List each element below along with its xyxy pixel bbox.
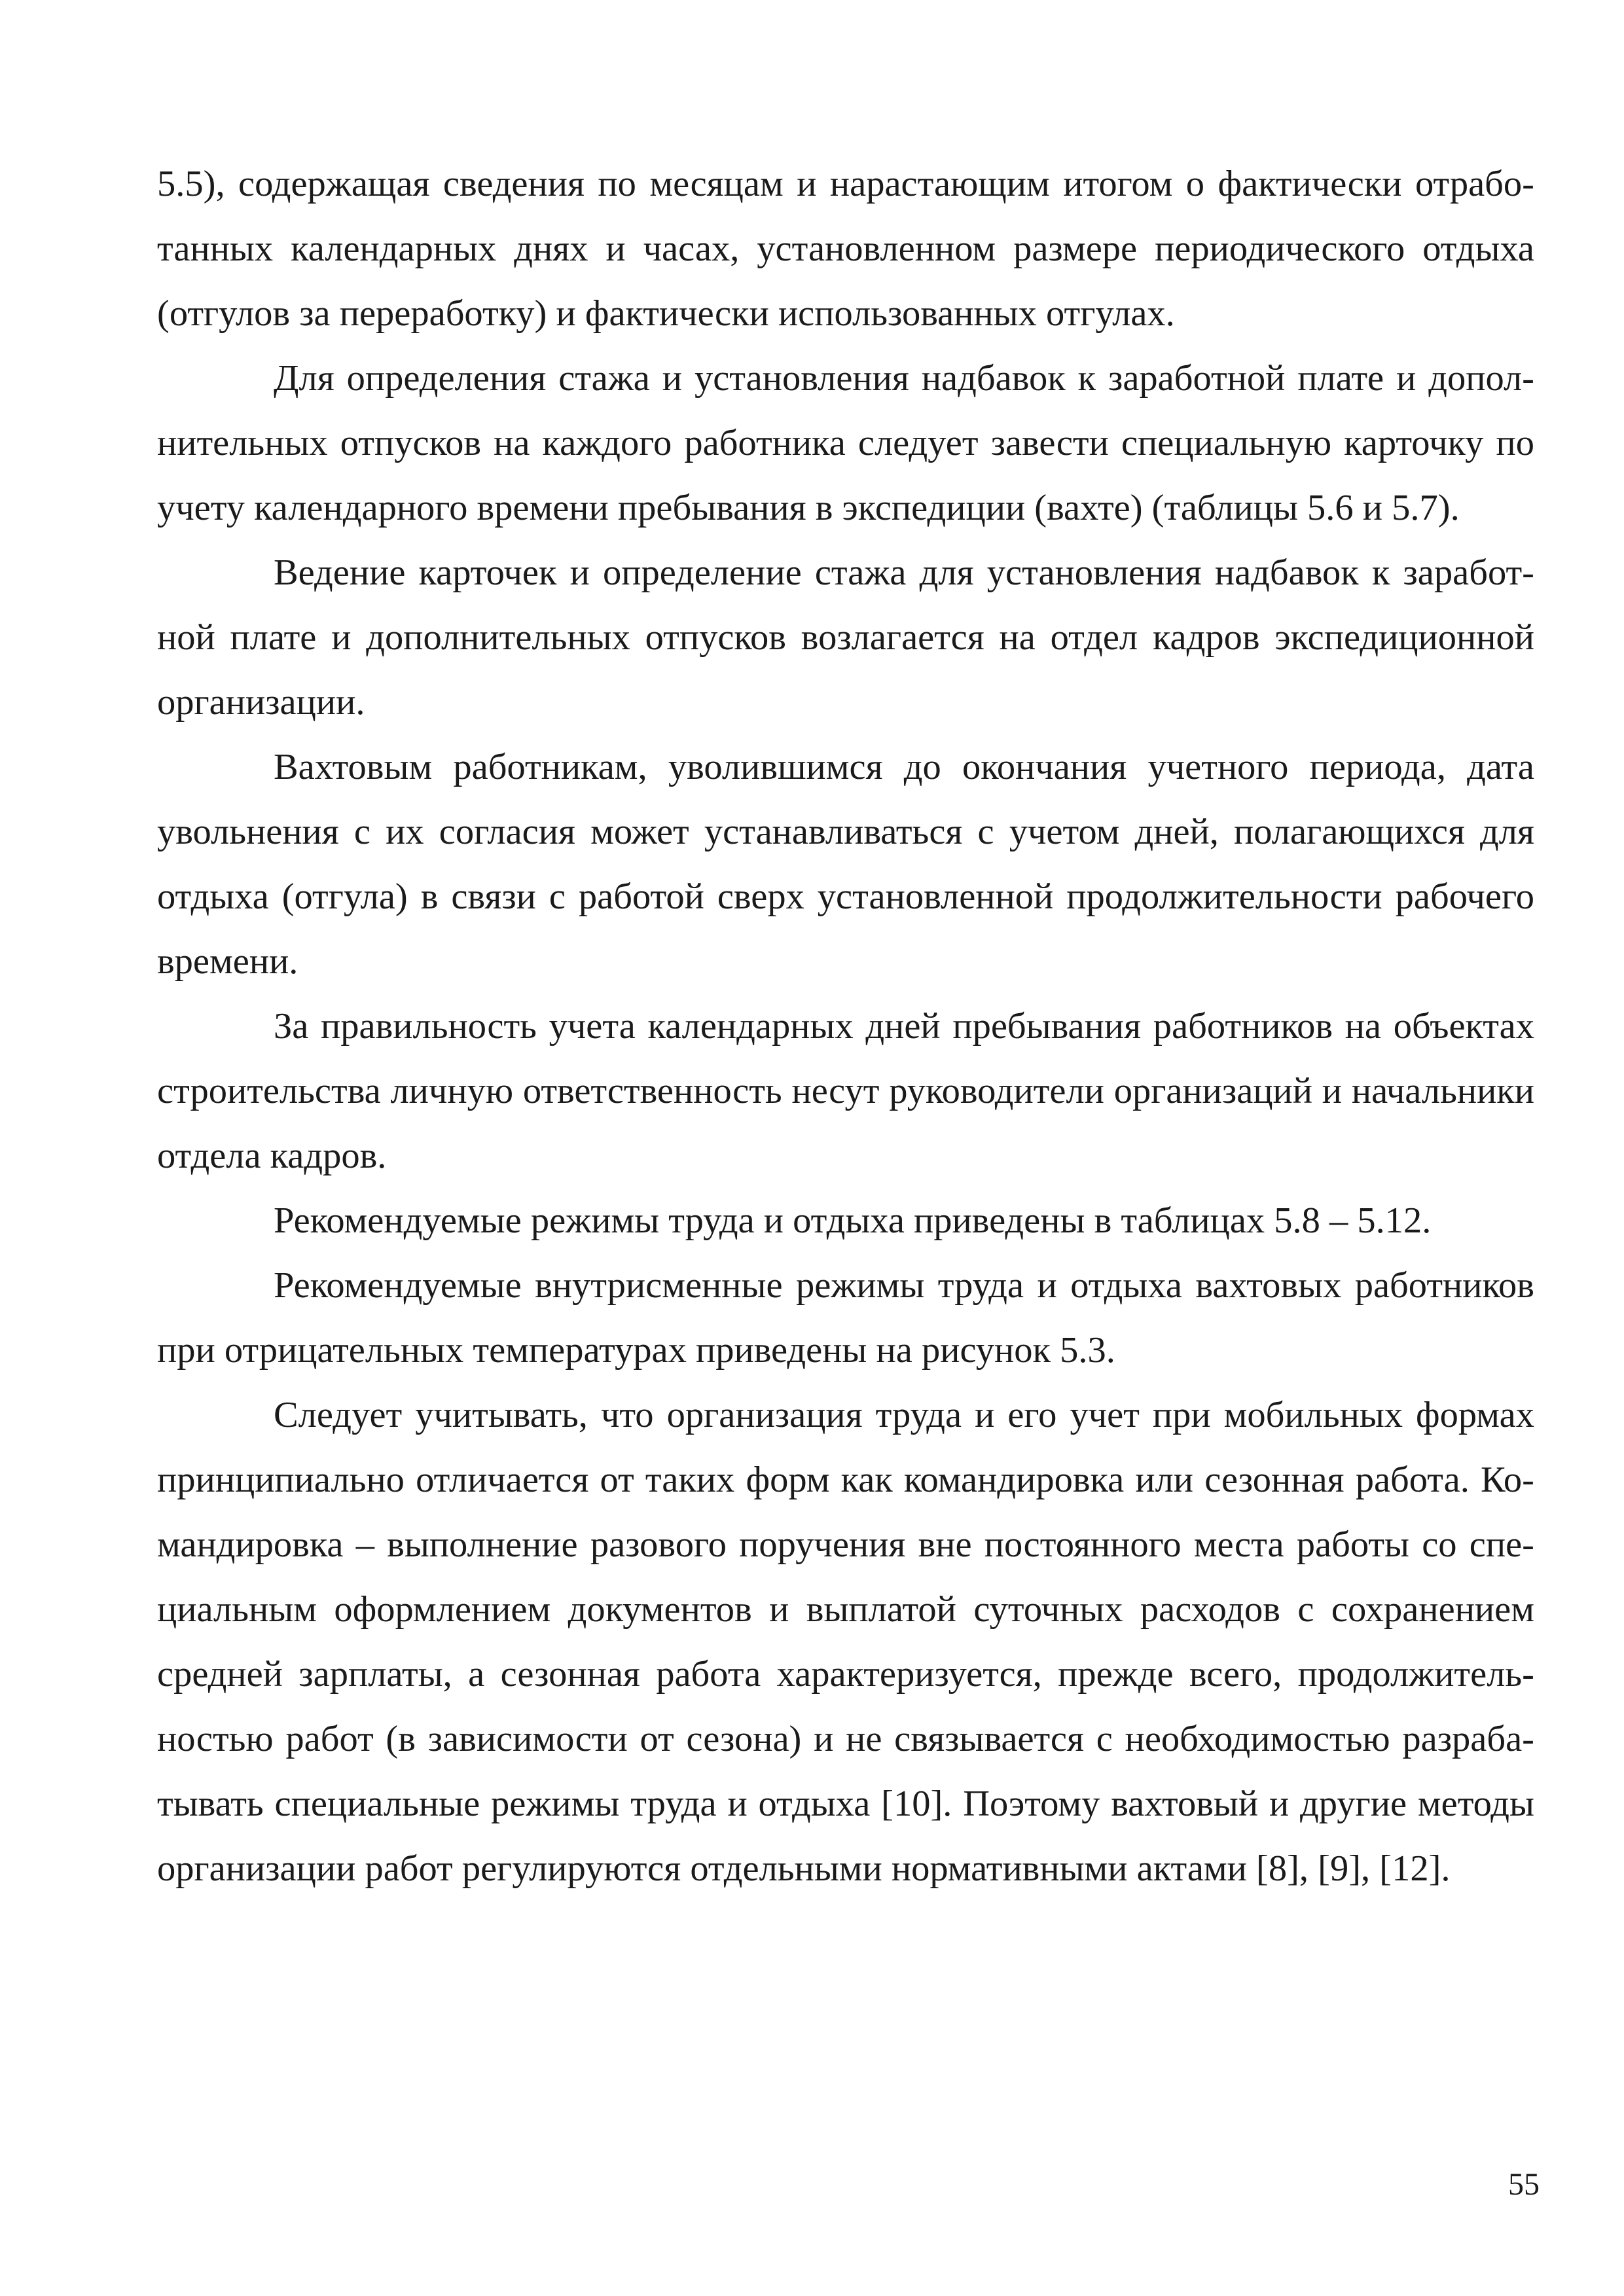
paragraph-2: Для определения стажа и установления надбавок к заработной плате и дополнительных отпусков на каждого работника следует завести специальную карточку по учету календарного времени пребывания в экспедиции (вахте) (таблицы 5.6 и 5.7). — [157, 358, 1534, 528]
paragraph-8: Следует учитывать, что организация труда и его учет при мобильных формах принципиально отличается от таких форм как командировка или сезонная работа. Командировка – выполнение разового поручения вне постоянного места работы со специальным оформлением документов и выплатой суточных расходов с сохранением средней зарплаты, а сезонная работа характеризуется, прежде всего, продолжительностью работ (в зависимости от сезона) и не связывается с необходимостью разрабатывать специальные режимы труда и отдыха [10]. Поэтому вахтовый и другие методы организации работ регулируются отдельными нормативными актами [8], [9], [12]. — [157, 1395, 1534, 1889]
paragraph-4: Вахтовым работникам, уволившимся до окончания учетного периода, дата увольнения с их согласия может устанавливаться с учетом дней, полагающихся для отдыха (отгула) в связи с работой сверх установленной продолжительности рабочего времени. — [157, 747, 1534, 982]
paragraph-5: За правильность учета календарных дней пребывания работников на объектах строительства личную ответственность несут руководители организаций и начальники отдела кадров. — [157, 1006, 1534, 1176]
paragraph-7: Рекомендуемые внутрисменные режимы труда и отдыха вахтовых работников при отрицательных температурах приведены на рисунок 5.3. — [157, 1265, 1534, 1371]
paragraph-3: Ведение карточек и определение стажа для установления надбавок к заработной плате и дополнительных отпусков возлагается на отдел кадров экспедиционной организации. — [157, 552, 1534, 723]
page-number: 55 — [1508, 2167, 1540, 2202]
paragraph-6: Рекомендуемые режимы труда и отдыха приведены в таблицах 5.8 – 5.12. — [274, 1200, 1432, 1241]
paragraph-1: 5.5), содержащая сведения по месяцам и нарастающим итогом о фактически отработанных календарных днях и часах, установленном размере периодического отдыха (отгулов за переработку) и фактически использованных отгулах. — [157, 164, 1534, 334]
page-body — [157, 152, 1534, 1901]
